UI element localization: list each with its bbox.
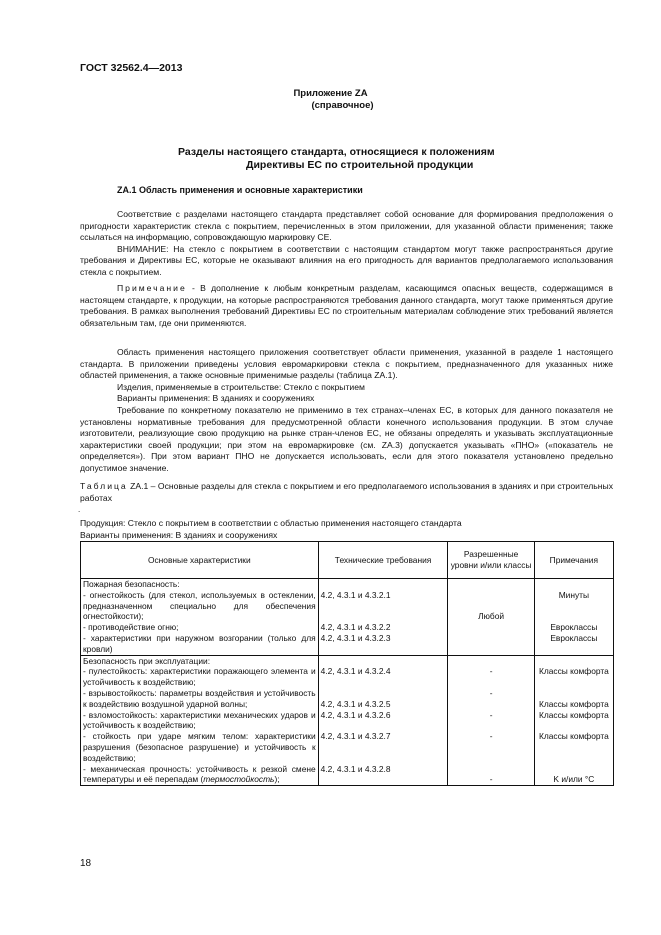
cell-requirement: 4.2, 4.3.1 и 4.3.2.6 xyxy=(318,710,448,732)
product-line: Продукция: Стекло с покрытием в соответствии с областью применения настоящего стандарта xyxy=(80,518,462,528)
cell-note: Классы комфорта xyxy=(534,666,613,688)
cell-level xyxy=(448,764,534,786)
group-title-safety: Безопасность при эксплуатации: xyxy=(81,655,319,666)
paragraph-text: Соответствие с разделами настоящего стандарта представляет собой основание для формирования предположения о пригодности характеристик стекла с покрытием, перечисленных в этом приложении, для указанной области применения; также ссылаться на информацию, сопровождающую маркировку СЕ. xyxy=(80,209,613,243)
cell-requirement: 4.2, 4.3.1 и 4.3.2.3 xyxy=(318,633,448,655)
cell-characteristic: - взрывостойкость: параметры воздействия и устойчивость к воздействию воздушной ударной волны; xyxy=(81,688,319,710)
table-row xyxy=(81,590,614,622)
cell-requirement xyxy=(318,688,448,710)
cell-note: Евроклассы xyxy=(534,633,613,655)
page-number: 18 xyxy=(80,858,92,869)
header-notes: Примечания xyxy=(534,542,613,579)
header-characteristics: Основные характеристики xyxy=(81,542,319,579)
paragraph-scope xyxy=(80,347,613,475)
appendix-note: (справочное) xyxy=(311,100,374,111)
appendix-title: Приложение ZA xyxy=(293,88,368,99)
cell-characteristic: - стойкость при ударе мягким телом: характеристики разрушения (безопасное разрушение) и устойчивость к воздействию; xyxy=(81,731,319,763)
note-text: - В дополнение к любым конкретным разделам, касающимся опасных веществ, содержащимся в настоящем стандарте, к продукции, на которые распространяются требования данного стандарта, могут также применяться другие требования. В рамках выполнения требований Директивы ЕС по строительным материалам соблюдение этих требований является обязательным там, где они применяются. xyxy=(80,283,613,328)
attention-text: ВНИМАНИЕ: На стекло с покрытием в соответствии с настоящим стандартом могут также распространяться другие требования и Директивы ЕС, которые не оказывают влияния на его пригодность для вариантов предполагаемого использования стекла с покрытием. xyxy=(80,243,613,277)
cell-characteristic: - противодействие огню; xyxy=(81,622,319,633)
table-header-row xyxy=(81,542,614,579)
characteristic-italic: термостойкость xyxy=(203,774,275,785)
table-row xyxy=(81,764,614,786)
table-row xyxy=(81,666,614,688)
table-caption xyxy=(80,481,613,504)
table-caption-label: Таблица xyxy=(80,481,128,491)
cell-level: - xyxy=(448,731,534,763)
cell-requirement: 4.2, 4.3.1 и 4.3.2.7 xyxy=(318,731,448,763)
cell-note: Классы комфорта xyxy=(534,710,613,732)
table-row xyxy=(81,633,614,655)
variants-text: Варианты применения: В зданиях и сооружениях xyxy=(117,393,315,404)
characteristics-table xyxy=(80,541,614,786)
group-title-fire: Пожарная безопасность: xyxy=(81,579,319,590)
cell-requirement: 4.2, 4.3.1 и 4.3.2.4 xyxy=(318,666,448,688)
cell-level: - xyxy=(448,688,534,710)
header-requirements: Технические требования xyxy=(318,542,448,579)
note-text: K и/или °C xyxy=(553,774,595,785)
cell-characteristic: - огнестойкость (для стекол, используемых в остеклении, предназначенном специально для обеспечения огнестойкости); xyxy=(81,590,319,622)
cell-characteristic: - характеристики при наружном возгорании (только для кровли) xyxy=(81,633,319,655)
requirement-text: 4.2, 4.3.1 и 4.3.2.5 xyxy=(320,698,391,709)
header-levels: Разрешенные уровни и/или классы xyxy=(448,542,534,579)
paragraph-note xyxy=(80,283,613,329)
level-text: - xyxy=(489,774,493,785)
table-row xyxy=(81,688,614,710)
cell-note xyxy=(534,688,613,710)
note-text: Классы комфорта xyxy=(538,698,609,709)
document-title-line1: Разделы настоящего стандарта, относящиеся к положениям xyxy=(178,146,495,158)
requirement-text: Требование по конкретному показателю не применимо в тех странах–членах ЕС, в которых для данного показателя не установлены нормативные требования для предусмотренной области конечного использования продукции. В этом случае изготовители, реализующие свою продукцию на рынке стран-членов ЕС, не обязаны определять и указывать эксплуатационные характеристики своей продукции; при этом на евромаркировке (см. ZA.3) допускается указывать «ПНО» («показатель не определяется»). При этом вариант ПНО не допускается использовать, если для этого показателя установлено предельно допустимое значение. xyxy=(80,404,613,473)
table-row xyxy=(81,622,614,633)
cell-requirement: 4.2, 4.3.1 и 4.3.2.1 xyxy=(318,590,448,622)
table-row xyxy=(81,579,614,590)
cell-note: Классы комфорта xyxy=(534,731,613,763)
cell-requirement: 4.2, 4.3.1 и 4.3.2.8 xyxy=(318,764,448,786)
table-caption-text: ZA.1 – Основные разделы для стекла с покрытием и его предполагаемого использования в зданиях и при строительных работах xyxy=(80,481,613,503)
table-row xyxy=(81,655,614,666)
note-label: Примечание xyxy=(117,283,187,293)
table-row xyxy=(81,731,614,763)
characteristic-end: ); xyxy=(274,774,280,785)
section-heading: ZA.1 Область применения и основные характеристики xyxy=(117,185,363,195)
standard-header: ГОСТ 32562.4—2013 xyxy=(80,62,183,74)
cell-level xyxy=(448,590,534,622)
cell-note: Евроклассы xyxy=(534,622,613,633)
products-text: Изделия, применяемые в строительстве: Стекло с покрытием xyxy=(117,381,365,392)
paragraph-text: Область применения настоящего приложения соответствует области применения, указанной в разделе 1 настоящего стандарта. В приложении приведены условия евромаркировки стекла с покрытием, предназначенного для указанных ниже областей применения, а также основные применимые разделы (таблица ZA.1). xyxy=(80,347,613,381)
document-title-line2: Директивы ЕС по строительной продукции xyxy=(246,159,474,171)
cell-characteristic: - взломостойкость: характеристики механических ударов и устойчивость к воздействию; xyxy=(81,710,319,732)
cell-note xyxy=(534,764,613,786)
paragraph-conformity xyxy=(80,209,613,279)
cell-requirement: 4.2, 4.3.1 и 4.3.2.2 xyxy=(318,622,448,633)
stray-dot: . xyxy=(78,505,81,514)
variants-line: Варианты применения: В зданиях и сооружениях xyxy=(80,530,278,540)
characteristic-text: - механическая прочность: устойчивость к резкой смене температуры и её перепадам ( xyxy=(83,763,316,785)
cell-characteristic: - пулестойкость: характеристики поражающего элемента и устойчивость к воздействию; xyxy=(81,666,319,688)
cell-level: - xyxy=(448,666,534,688)
level-any: Любой xyxy=(478,611,505,622)
cell-level: - xyxy=(448,710,534,732)
cell-note: Минуты xyxy=(534,590,613,622)
table-row xyxy=(81,710,614,732)
cell-characteristic xyxy=(81,764,319,786)
